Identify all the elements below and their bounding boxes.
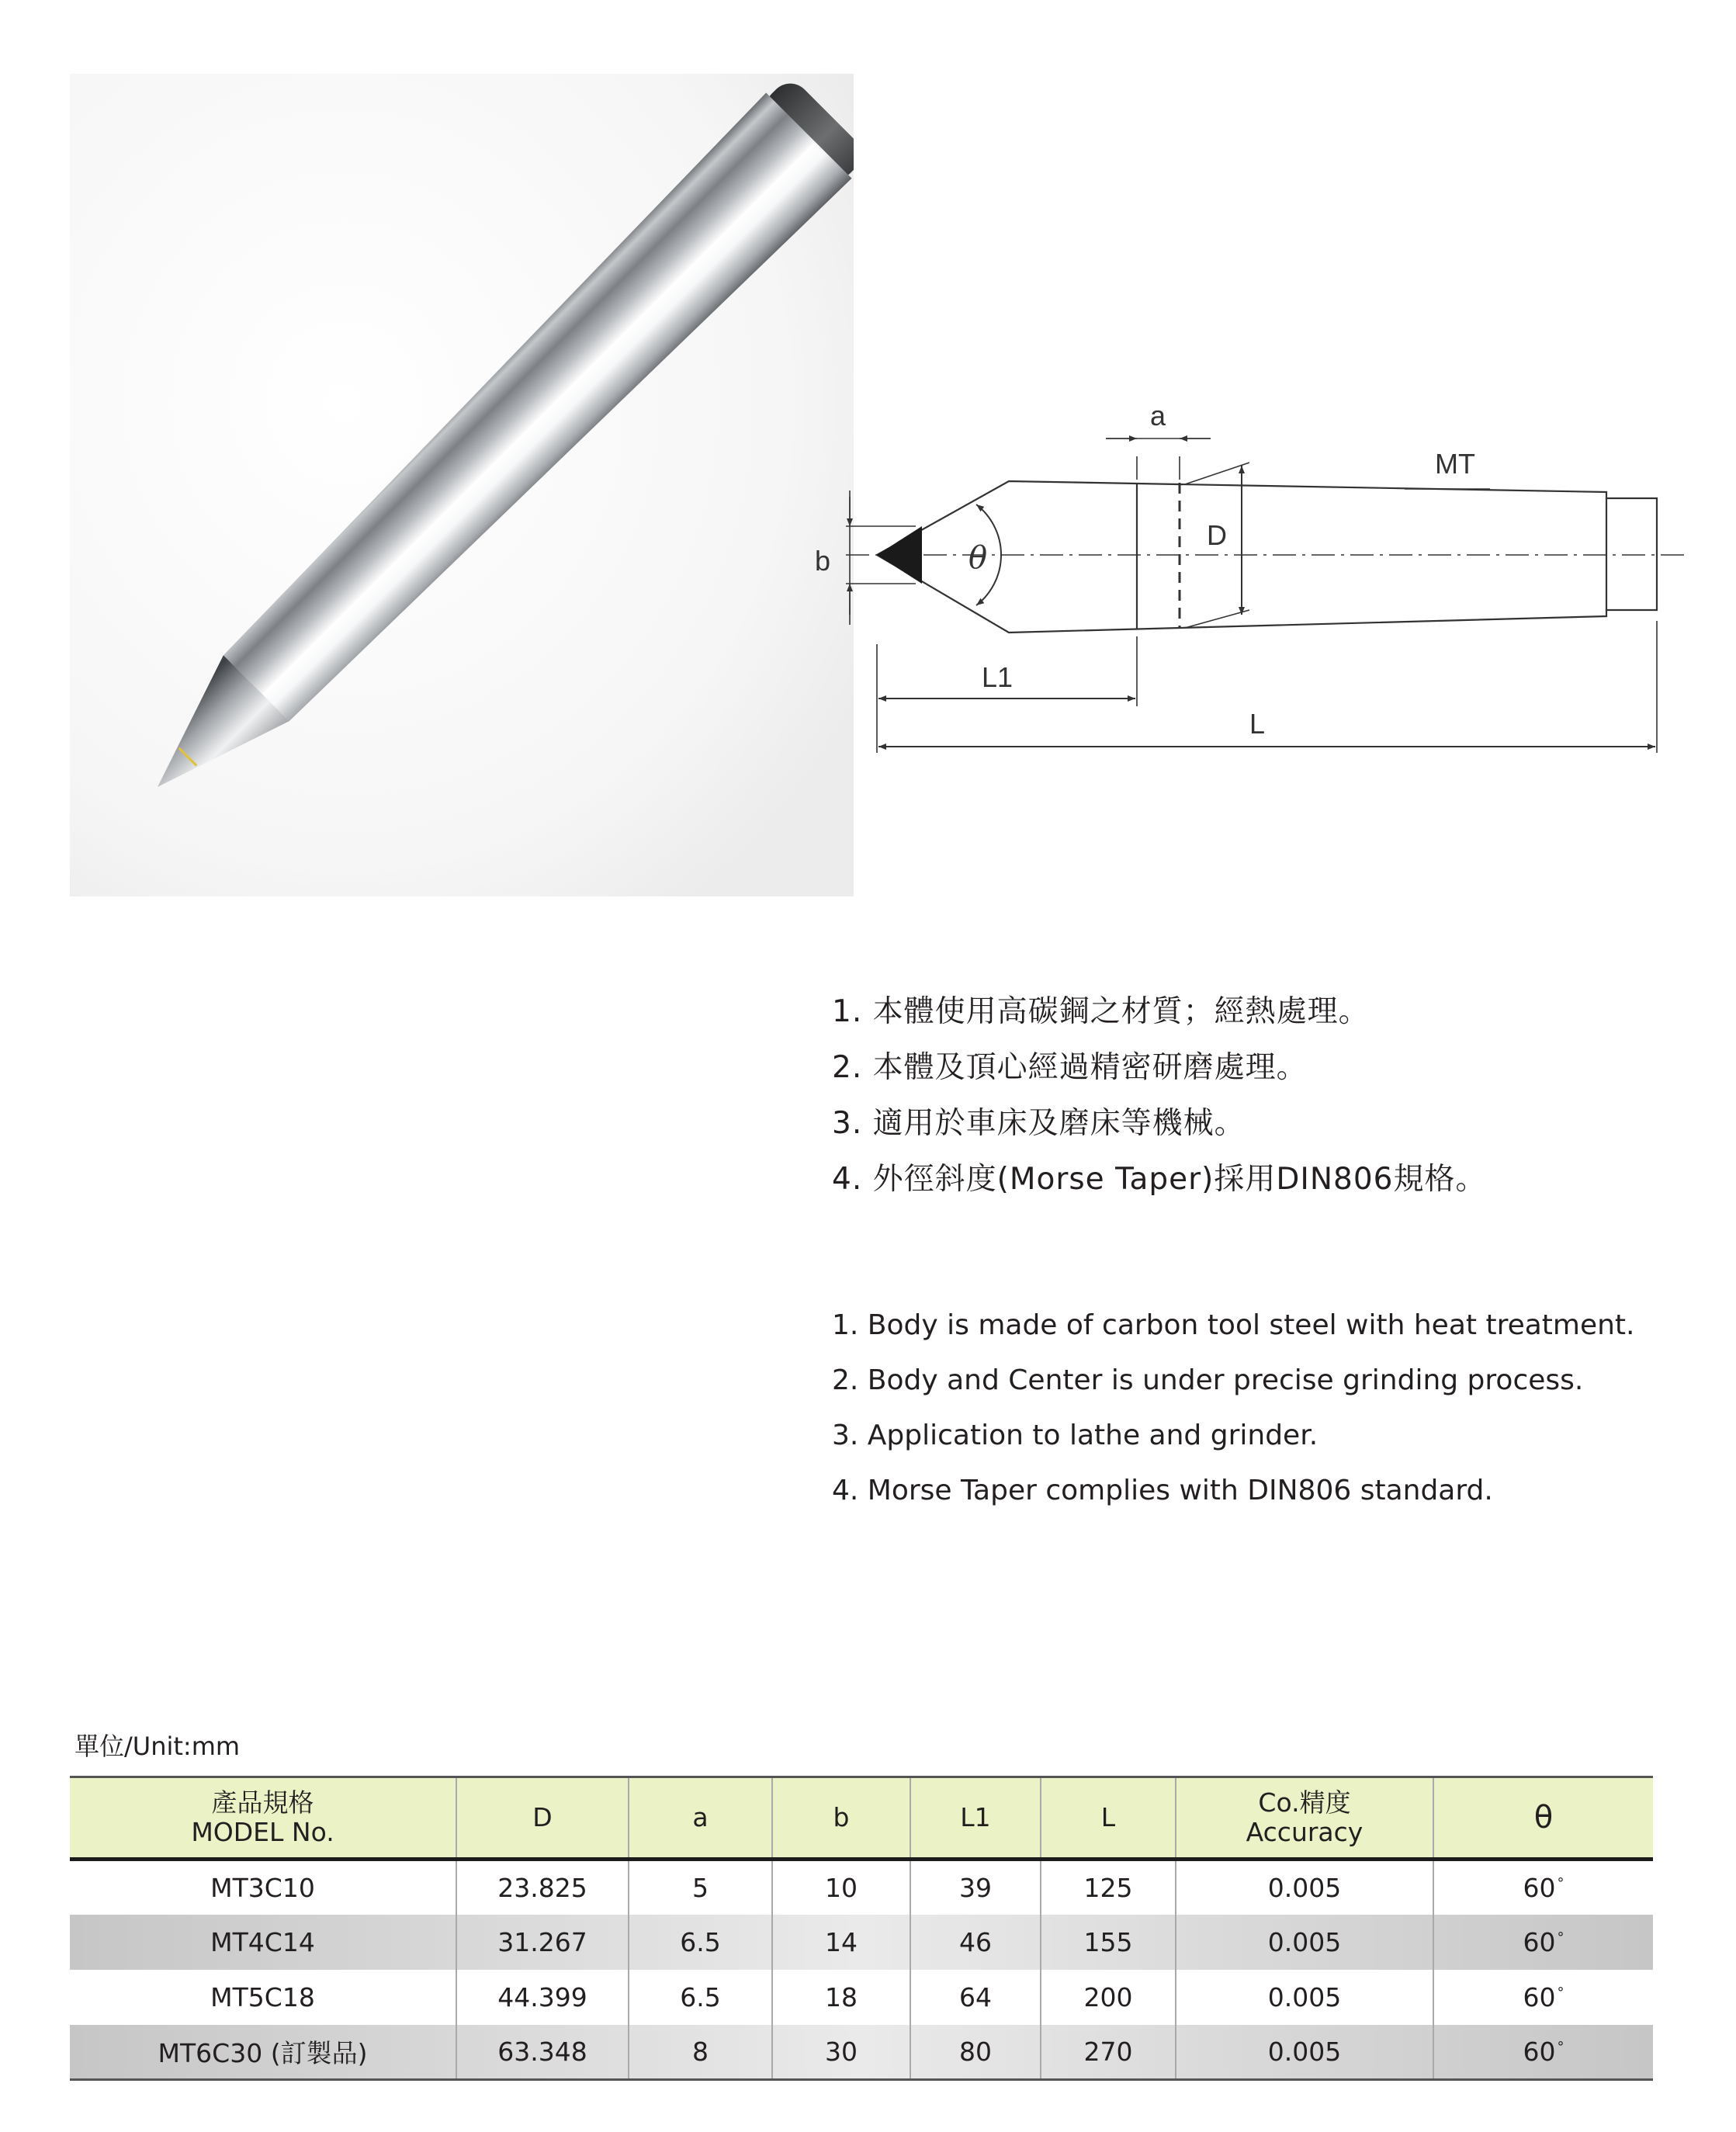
degree-sign: ° xyxy=(1557,1874,1564,1891)
dimension-diagram xyxy=(799,388,1700,776)
cell-d: 44.399 xyxy=(456,1970,629,2025)
header-accuracy xyxy=(1176,1777,1433,1860)
header-model-en: MODEL No. xyxy=(191,1817,334,1847)
cell-model: MT4C14 xyxy=(210,1926,315,1957)
label-l: L xyxy=(1249,708,1266,740)
cell-b: 10 xyxy=(772,1860,910,1915)
cell-l: 270 xyxy=(1041,2025,1176,2080)
degree-sign: ° xyxy=(1557,1984,1564,2001)
label-b: b xyxy=(814,545,831,577)
theta-value: 60 xyxy=(1523,2036,1556,2067)
header-b: b xyxy=(772,1777,910,1860)
feature-en-item: 2. Body and Center is under precise grinding process. xyxy=(832,1364,1584,1396)
unit-label: 單位/Unit:mm xyxy=(74,1732,241,1761)
cell-l1: 80 xyxy=(910,2025,1041,2080)
cell-theta xyxy=(1433,1915,1653,1970)
cell-model: MT3C10 xyxy=(210,1872,315,1903)
header-theta: θ xyxy=(1433,1777,1653,1860)
features-zh-list xyxy=(832,984,1487,1208)
feature-en-item: 3. Application to lathe and grinder. xyxy=(832,1420,1318,1451)
cell-l: 200 xyxy=(1041,1970,1176,2025)
cell-accuracy: 0.005 xyxy=(1176,1970,1433,2025)
table-row xyxy=(70,1970,1653,2025)
table-row xyxy=(70,2025,1653,2080)
theta-value: 60 xyxy=(1523,1872,1556,1903)
cell-l1: 46 xyxy=(910,1915,1041,1970)
feature-en-item: 1. Body is made of carbon tool steel with heat treatment. xyxy=(832,1309,1635,1341)
header-d: D xyxy=(456,1777,629,1860)
label-d: D xyxy=(1207,519,1227,551)
cell-d: 63.348 xyxy=(456,2025,629,2080)
cell-theta xyxy=(1433,2025,1653,2080)
header-a: a xyxy=(629,1777,772,1860)
cell-model: MT6C30 (訂製品) xyxy=(70,2025,456,2080)
cell-accuracy: 0.005 xyxy=(1176,1915,1433,1970)
table-row xyxy=(70,1915,1653,1970)
cell-l1: 39 xyxy=(910,1860,1041,1915)
cell-a: 6.5 xyxy=(629,1915,772,1970)
label-mt: MT xyxy=(1435,448,1475,480)
degree-sign: ° xyxy=(1557,1929,1564,1946)
cell-a: 5 xyxy=(629,1860,772,1915)
header-accuracy-zh: Co.精度 xyxy=(1258,1787,1351,1818)
features-en-list xyxy=(832,1298,1635,1518)
cell-a: 8 xyxy=(629,2025,772,2080)
cell-d: 23.825 xyxy=(456,1860,629,1915)
spec-table xyxy=(70,1776,1653,2081)
cell-l: 125 xyxy=(1041,1860,1176,1915)
label-l1: L1 xyxy=(981,661,1014,693)
product-photo xyxy=(70,74,854,896)
cell-model: MT5C18 xyxy=(210,1981,315,2012)
theta-value: 60 xyxy=(1523,1926,1556,1957)
table-header-row xyxy=(70,1777,1653,1860)
cell-b: 30 xyxy=(772,2025,910,2080)
cell-b: 14 xyxy=(772,1915,910,1970)
cell-accuracy: 0.005 xyxy=(1176,2025,1433,2080)
feature-zh-item: 4. 外徑斜度(Morse Taper)採用DIN806規格。 xyxy=(832,1162,1487,1197)
cell-d: 31.267 xyxy=(456,1915,629,1970)
cell-b: 18 xyxy=(772,1970,910,2025)
label-a: a xyxy=(1149,400,1166,432)
cell-theta xyxy=(1433,1860,1653,1915)
cell-a: 6.5 xyxy=(629,1970,772,2025)
cell-l: 155 xyxy=(1041,1915,1176,1970)
degree-sign: ° xyxy=(1557,2038,1564,2055)
feature-zh-item: 3. 適用於車床及磨床等機械。 xyxy=(832,1106,1246,1141)
cell-l1: 64 xyxy=(910,1970,1041,2025)
feature-zh-item: 1. 本體使用高碳鋼之材質；經熱處理。 xyxy=(832,994,1370,1029)
header-l1: L1 xyxy=(910,1777,1041,1860)
feature-en-item: 4. Morse Taper complies with DIN806 standard. xyxy=(832,1475,1493,1506)
feature-zh-item: 2. 本體及頂心經過精密研磨處理。 xyxy=(832,1050,1308,1085)
cell-accuracy: 0.005 xyxy=(1176,1860,1433,1915)
header-accuracy-en: Accuracy xyxy=(1246,1817,1364,1847)
header-model xyxy=(70,1777,456,1860)
header-model-zh: 產品規格 xyxy=(211,1787,314,1818)
theta-value: 60 xyxy=(1523,1981,1556,2012)
table-row xyxy=(70,1860,1653,1915)
label-theta: θ xyxy=(968,540,988,576)
header-l: L xyxy=(1041,1777,1176,1860)
cell-theta xyxy=(1433,1970,1653,2025)
